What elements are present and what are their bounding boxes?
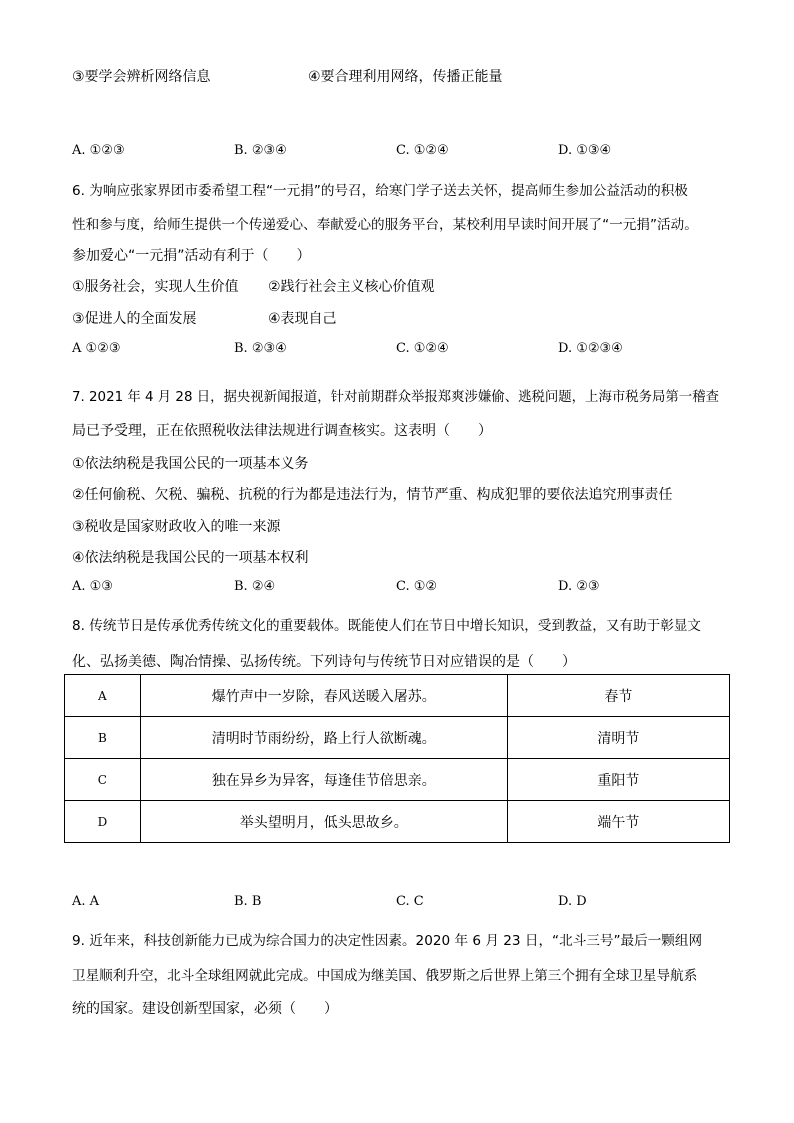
- q9-stem-line-2: 卫星顺利升空，北斗全球组网就此完成。中国成为继美国、俄罗斯之后世界上第三个拥有全球卫星导航系: [72, 968, 698, 984]
- table-cell-poem: 举头望明月，低头思故乡。: [140, 801, 507, 843]
- q8-option-b: B. B: [234, 894, 262, 909]
- table-row: [65, 717, 730, 759]
- q7-option-b: B. ②④: [234, 579, 276, 594]
- table-row: [65, 675, 730, 717]
- table-cell-poem: 独在异乡为异客，每逢佳节倍思亲。: [140, 759, 507, 801]
- q5-option-a: A. ①②③: [72, 143, 125, 158]
- table-cell-letter: C: [65, 759, 141, 801]
- q5-option-d: D. ①③④: [558, 143, 612, 158]
- q7-option-c: C. ①②: [396, 579, 438, 594]
- q6-option-c: C. ①②④: [396, 341, 449, 356]
- q7-item-3: ③税收是国家财政收入的唯一来源: [72, 519, 281, 535]
- q8-option-d: D. D: [558, 894, 587, 909]
- q8-option-c: C. C: [396, 894, 424, 909]
- q6-stem-line-3: 参加爱心“一元捐”活动有利于（ ）: [72, 248, 311, 264]
- table-cell-letter: A: [65, 675, 141, 717]
- q8-stem-line-2: 化、弘扬美德、陶冶情操、弘扬传统。下列诗句与传统节日对应错误的是（ ）: [72, 654, 576, 670]
- table-cell-poem: 清明时节雨纷纷，路上行人欲断魂。: [140, 717, 507, 759]
- table-row: [65, 759, 730, 801]
- q6-option-d: D. ①②③④: [558, 341, 623, 356]
- q6-item-4: ④表现自己: [268, 311, 337, 327]
- q8-option-a: A. A: [72, 894, 100, 909]
- table-cell-poem: 爆竹声中一岁除，春风送暖入屠苏。: [140, 675, 507, 717]
- q5-item-3: ③要学会辨析网络信息: [72, 69, 211, 85]
- q7-option-d: D. ②③: [558, 579, 600, 594]
- table-cell-festival: 端午节: [507, 801, 729, 843]
- table-cell-festival: 重阳节: [507, 759, 729, 801]
- table-cell-festival: 清明节: [507, 717, 729, 759]
- q8-stem-line-1: 8. 传统节日是传承优秀传统文化的重要载体。既能使人们在节日中增长知识，受到教益，又有助于彰显文: [72, 618, 702, 634]
- q7-stem-line-1: 7. 2021 年 4 月 28 日，据央视新闻报道，针对前期群众举报郑爽涉嫌偷、逃税问题，上海市税务局第一稽查: [72, 390, 719, 405]
- q7-stem-line-2: 局已予受理，正在依照税收法律法规进行调查核实。这表明（ ）: [72, 423, 492, 439]
- table-cell-letter: D: [65, 801, 141, 843]
- q5-item-4: ④要合理利用网络，传播正能量: [308, 69, 503, 85]
- q6-item-3: ③促进人的全面发展: [72, 311, 197, 327]
- q7-item-1: ①依法纳税是我国公民的一项基本义务: [72, 456, 309, 472]
- q8-options-table: [64, 674, 730, 843]
- table-cell-letter: B: [65, 717, 141, 759]
- q5-option-b: B. ②③④: [234, 143, 287, 158]
- q9-stem-line-3: 统的国家。建设创新型国家，必须（ ）: [72, 1001, 338, 1017]
- table-row: [65, 801, 730, 843]
- table-cell-festival: 春节: [507, 675, 729, 717]
- q7-item-2: ②任何偷税、欠税、骗税、抗税的行为都是违法行为，情节严重、构成犯罪的要依法追究刑事责任: [72, 487, 673, 503]
- q6-stem-line-1: 6. 为响应张家界团市委希望工程“一元捐”的号召，给寒门学子送去关怀，提高师生参加公益活动的积极: [72, 183, 688, 199]
- q9-stem-line-1: 9. 近年来，科技创新能力已成为综合国力的决定性因素。2020 年 6 月 23 日，“北斗三号”最后一颗组网: [72, 933, 703, 949]
- q6-option-b: B. ②③④: [234, 341, 287, 356]
- q6-item-2: ②践行社会主义核心价值观: [268, 279, 435, 295]
- q6-stem-line-2: 性和参与度，给师生提供一个传递爱心、奉献爱心的服务平台，某校利用早读时间开展了“一元捐”活动。: [72, 217, 698, 233]
- q6-item-1: ①服务社会，实现人生价值: [72, 279, 239, 295]
- q7-option-a: A. ①③: [72, 579, 113, 594]
- q5-option-c: C. ①②④: [396, 143, 449, 158]
- q7-item-4: ④依法纳税是我国公民的一项基本权利: [72, 550, 309, 566]
- q6-option-a: A ①②③: [72, 341, 121, 356]
